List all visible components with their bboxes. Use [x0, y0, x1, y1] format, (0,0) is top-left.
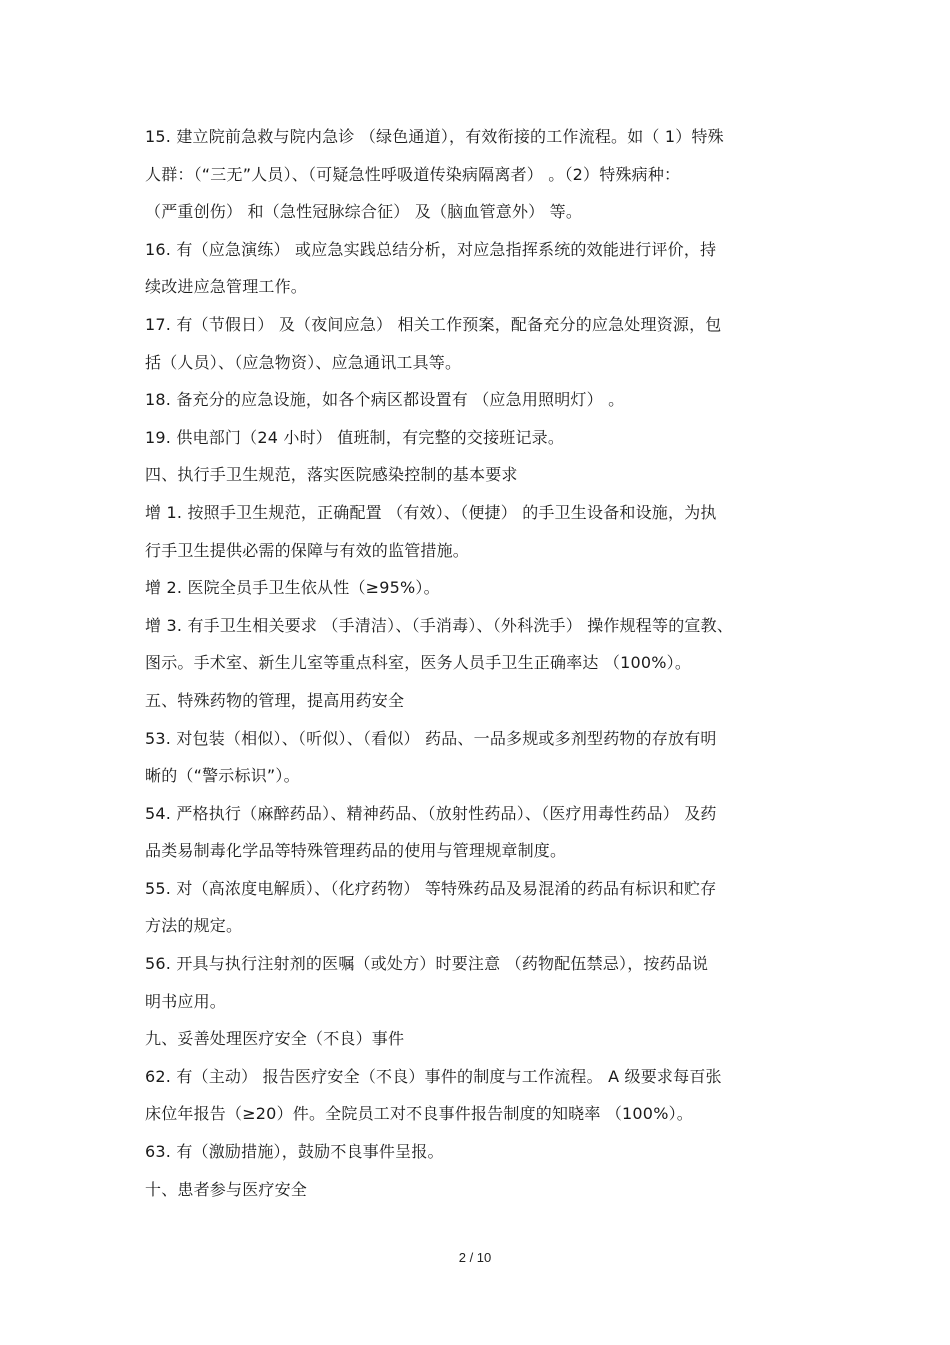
- text-line: 18. 备充分的应急设施，如各个病区都设置有 （应急用照明灯） 。: [145, 390, 625, 410]
- section-heading: 五、特殊药物的管理，提高用药安全: [145, 690, 405, 710]
- text-line: 晰的（“警示标识”）。: [145, 766, 300, 786]
- text-line: 方法的规定。: [145, 916, 243, 936]
- text-line: 16. 有（应急演练） 或应急实践总结分析，对应急指挥系统的效能进行评价，持: [145, 239, 717, 259]
- text-line: 行手卫生提供必需的保障与有效的监管措施。: [145, 540, 470, 560]
- document-body: [145, 118, 825, 1208]
- text-line: 括（人员）、（应急物资）、应急通讯工具等。: [145, 352, 462, 372]
- text-line: 15. 建立院前急救与院内急诊 （绿色通道），有效衔接的工作流程。如（ 1）特殊: [145, 127, 724, 146]
- text-line: 53. 对包装（相似）、（听似）、（看似） 药品、一品多规或多剂型药物的存放有明: [145, 728, 717, 748]
- text-line: 19. 供电部门（24 小时） 值班制，有完整的交接班记录。: [145, 427, 565, 447]
- section-heading: 九、妥善处理医疗安全（不良）事件: [145, 1029, 405, 1049]
- text-line: 54. 严格执行（麻醉药品）、精神药品、（放射性药品）、（医疗用毒性药品） 及药: [145, 803, 717, 823]
- text-line: 床位年报告（≥20）件。全院员工对不良事件报告制度的知晓率 （100%）。: [145, 1104, 693, 1124]
- text-line: 56. 开具与执行注射剂的医嘱（或处方）时要注意 （药物配伍禁忌），按药品说: [145, 954, 709, 974]
- text-line: 续改进应急管理工作。: [145, 277, 308, 297]
- text-line: 63. 有（激励措施），鼓励不良事件呈报。: [145, 1142, 444, 1162]
- text-line: 图示。手术室、新生儿室等重点科室，医务人员手卫生正确率达 （100%）。: [145, 653, 692, 673]
- text-line: 人群：（“三无”人员）、（可疑急性呼吸道传染病隔离者） 。（2）特殊病种：: [145, 164, 681, 184]
- text-line: 62. 有（主动） 报告医疗安全（不良）事件的制度与工作流程。 A 级要求每百张: [145, 1066, 722, 1086]
- page-number: 2 / 10: [458, 1250, 492, 1265]
- text-line: 品类易制毒化学品等特殊管理药品的使用与管理规章制度。: [145, 841, 567, 861]
- section-heading: 四、执行手卫生规范，落实医院感染控制的基本要求: [145, 465, 518, 485]
- text-line: 明书应用。: [145, 991, 227, 1011]
- text-line: 55. 对（高浓度电解质）、（化疗药物） 等特殊药品及易混淆的药品有标识和贮存: [145, 878, 717, 898]
- text-line: 增 2. 医院全员手卫生依从性（≥95%）。: [145, 578, 440, 598]
- text-line: 17. 有（节假日） 及（夜间应急） 相关工作预案，配备充分的应急处理资源，包: [145, 314, 722, 334]
- text-line: 增 1. 按照手卫生规范，正确配置 （有效）、（便捷） 的手卫生设备和设施，为执: [145, 502, 717, 522]
- section-heading: 十、患者参与医疗安全: [145, 1179, 308, 1199]
- text-line: （严重创伤） 和（急性冠脉综合征） 及（脑血管意外） 等。: [145, 202, 583, 222]
- text-line: 增 3. 有手卫生相关要求 （手清洁）、（手消毒）、（外科洗手） 操作规程等的宣教、: [145, 615, 734, 635]
